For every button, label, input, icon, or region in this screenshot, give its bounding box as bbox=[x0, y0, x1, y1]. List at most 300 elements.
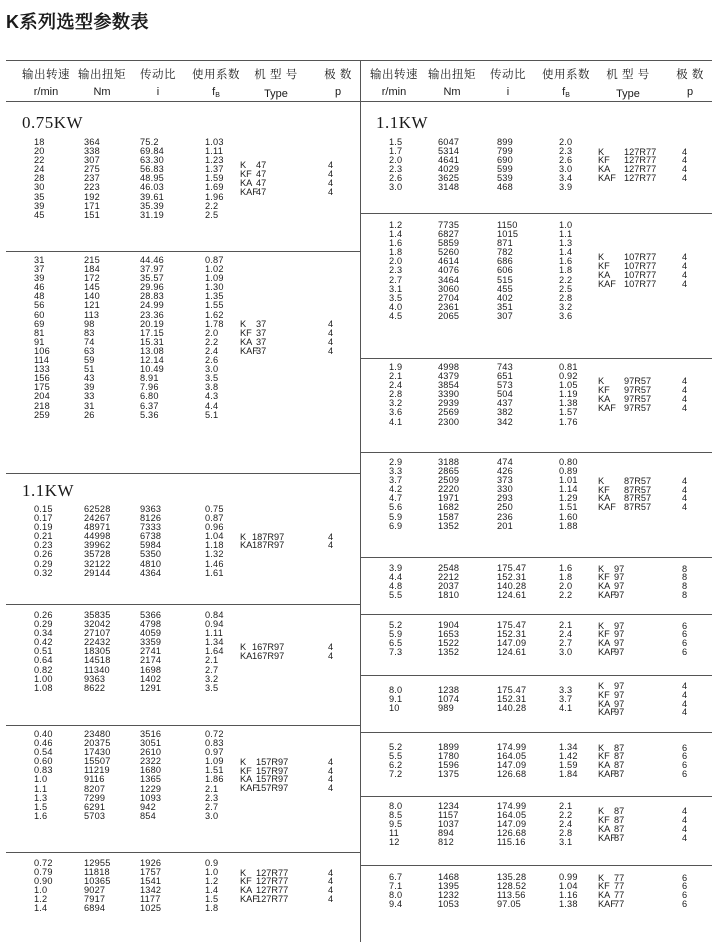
type-series: K bbox=[240, 319, 247, 330]
pole-count: 4 bbox=[682, 146, 688, 157]
table-cell: 2.3 bbox=[559, 146, 573, 157]
table-cell: 3.7 bbox=[559, 694, 573, 705]
pole-count: 4 bbox=[328, 319, 334, 330]
table-cell: 30 bbox=[34, 182, 45, 193]
pole-count: 4 bbox=[682, 832, 688, 843]
table-cell: 43 bbox=[84, 373, 95, 384]
table-cell: 174.99 bbox=[497, 742, 527, 752]
table-cell: 4.4 bbox=[205, 400, 219, 411]
table-cell: 1.19 bbox=[559, 389, 578, 400]
table-cell: 33 bbox=[84, 391, 95, 402]
type-series: K bbox=[240, 756, 247, 767]
table-top-border bbox=[6, 60, 712, 61]
table-cell: 1.7 bbox=[389, 146, 403, 157]
header-poles_sym: p bbox=[686, 86, 694, 98]
table-cell: 12955 bbox=[84, 858, 111, 868]
table-cell: 1.37 bbox=[205, 164, 224, 175]
table-cell: 573 bbox=[497, 380, 513, 391]
table-cell: 373 bbox=[497, 475, 513, 486]
table-cell: 151 bbox=[84, 209, 100, 220]
table-cell: 1.8 bbox=[559, 265, 573, 276]
header-factor_sym: fB bbox=[562, 86, 570, 99]
type-model: 127R77 bbox=[256, 867, 289, 878]
table-cell: 51 bbox=[84, 364, 95, 375]
table-cell: 1.00 bbox=[34, 673, 53, 684]
type-series: K bbox=[240, 642, 247, 653]
table-cell: 20375 bbox=[84, 738, 111, 749]
table-cell: 97.05 bbox=[497, 899, 521, 910]
table-cell: 307 bbox=[84, 155, 100, 166]
table-cell: 0.29 bbox=[34, 558, 53, 569]
type-series: KA bbox=[598, 823, 611, 834]
table-cell: 402 bbox=[497, 292, 513, 303]
table-cell: 28.83 bbox=[140, 291, 164, 302]
table-cell: 218 bbox=[34, 400, 50, 411]
table-cell: 1.2 bbox=[205, 876, 219, 887]
table-cell: 2.0 bbox=[205, 327, 219, 338]
table-cell: 0.87 bbox=[205, 255, 224, 265]
type-model: 87R57 bbox=[624, 475, 652, 486]
table-cell: 9363 bbox=[140, 504, 162, 514]
table-cell: 1.78 bbox=[205, 318, 224, 329]
table-cell: 6291 bbox=[84, 801, 106, 812]
type-model: 77 bbox=[614, 881, 625, 892]
pole-count: 6 bbox=[682, 629, 688, 640]
table-cell: 4076 bbox=[438, 265, 460, 276]
table-cell: 6827 bbox=[438, 229, 460, 240]
type-model: 77 bbox=[614, 890, 625, 901]
table-cell: 10.49 bbox=[140, 364, 164, 375]
pole-count: 4 bbox=[682, 823, 688, 834]
table-cell: 2.0 bbox=[559, 581, 573, 592]
table-cell: 39 bbox=[84, 382, 95, 393]
pole-count: 4 bbox=[328, 765, 334, 776]
table-cell: 854 bbox=[140, 810, 156, 821]
group-separator bbox=[6, 725, 360, 726]
group-separator bbox=[6, 473, 360, 474]
table-cell: 7333 bbox=[140, 522, 162, 533]
table-cell: 45 bbox=[34, 209, 45, 220]
pole-count: 4 bbox=[682, 806, 688, 817]
table-cell: 1.64 bbox=[205, 646, 224, 657]
table-cell: 942 bbox=[140, 801, 156, 812]
pole-count: 6 bbox=[682, 872, 688, 883]
table-cell: 782 bbox=[497, 247, 513, 258]
table-cell: 871 bbox=[497, 238, 513, 249]
table-cell: 2.1 bbox=[205, 783, 219, 794]
type-model: 157R97 bbox=[256, 765, 289, 776]
table-cell: 2.4 bbox=[389, 380, 403, 391]
table-cell: 3.1 bbox=[559, 837, 573, 848]
table-cell: 2037 bbox=[438, 581, 460, 592]
pole-count: 4 bbox=[682, 270, 688, 281]
table-cell: 539 bbox=[497, 173, 513, 184]
table-cell: 1.34 bbox=[205, 637, 224, 648]
table-cell: 4.3 bbox=[205, 391, 219, 402]
type-series: KA bbox=[598, 760, 611, 771]
table-cell: 6047 bbox=[438, 137, 460, 147]
table-cell: 1.09 bbox=[205, 273, 224, 284]
power-rating: 1.1KW bbox=[22, 481, 75, 500]
table-cell: 2939 bbox=[438, 398, 460, 409]
table-cell: 39.61 bbox=[140, 191, 164, 202]
type-series: KAF bbox=[598, 898, 616, 909]
table-cell: 31 bbox=[34, 255, 45, 265]
table-cell: 0.87 bbox=[205, 513, 224, 524]
type-series: KA bbox=[240, 774, 253, 785]
type-series: K bbox=[240, 531, 247, 542]
table-cell: 62528 bbox=[84, 504, 111, 514]
table-cell: 6.80 bbox=[140, 391, 159, 402]
table-cell: 29.96 bbox=[140, 282, 164, 293]
type-series: KAF bbox=[598, 832, 616, 843]
table-cell: 2.4 bbox=[559, 819, 573, 830]
table-cell: 1.88 bbox=[559, 520, 578, 531]
table-cell: 2300 bbox=[438, 416, 460, 427]
pole-count: 6 bbox=[682, 768, 688, 779]
pole-count: 4 bbox=[682, 484, 688, 495]
type-model: 87R57 bbox=[624, 493, 652, 504]
table-cell: 799 bbox=[497, 146, 513, 157]
type-series: KAF bbox=[240, 186, 258, 197]
header-speed_unit: r/min bbox=[381, 86, 407, 98]
table-cell: 3.1 bbox=[389, 283, 403, 294]
pole-count: 4 bbox=[682, 252, 688, 263]
table-cell: 0.51 bbox=[34, 646, 53, 657]
table-cell: 6.5 bbox=[389, 638, 403, 649]
table-cell: 2.0 bbox=[559, 137, 573, 147]
table-cell: 1.51 bbox=[205, 765, 224, 776]
table-cell: 1.5 bbox=[389, 137, 403, 147]
type-model: 127R77 bbox=[624, 146, 657, 157]
table-cell: 3.5 bbox=[205, 373, 219, 384]
table-cell: 26 bbox=[84, 409, 95, 420]
table-cell: 0.96 bbox=[205, 522, 224, 533]
type-model: 127R77 bbox=[624, 173, 657, 184]
table-cell: 5.5 bbox=[389, 590, 403, 601]
table-cell: 44.46 bbox=[140, 255, 164, 265]
table-cell: 156 bbox=[34, 373, 50, 384]
table-cell: 175.47 bbox=[497, 620, 527, 630]
table-cell: 175.47 bbox=[497, 563, 527, 573]
type-series: KA bbox=[598, 581, 611, 592]
table-cell: 5.9 bbox=[389, 511, 403, 522]
pole-count: 4 bbox=[682, 814, 688, 825]
table-cell: 124.61 bbox=[497, 647, 527, 658]
pole-count: 4 bbox=[328, 642, 334, 653]
table-cell: 4641 bbox=[438, 155, 460, 166]
type-model: 97 bbox=[614, 698, 625, 709]
table-cell: 0.29 bbox=[34, 619, 53, 630]
table-cell: 1093 bbox=[140, 792, 162, 803]
table-cell: 35.57 bbox=[140, 273, 164, 284]
table-cell: 2.1 bbox=[559, 620, 573, 630]
type-model: 97 bbox=[614, 620, 625, 631]
table-cell: 7299 bbox=[84, 792, 106, 803]
type-model: 37 bbox=[256, 345, 267, 356]
table-cell: 1.09 bbox=[205, 756, 224, 767]
table-cell: 2865 bbox=[438, 466, 460, 477]
type-series: KAF bbox=[598, 173, 616, 184]
table-cell: 1.03 bbox=[205, 137, 224, 147]
table-cell: 7.96 bbox=[140, 382, 159, 393]
table-cell: 3.6 bbox=[389, 407, 403, 418]
type-series: KAF bbox=[598, 589, 616, 600]
header-speed: 输出转速 bbox=[22, 69, 70, 81]
table-cell: 27107 bbox=[84, 628, 111, 639]
table-cell: 9363 bbox=[84, 673, 106, 684]
table-cell: 3.2 bbox=[559, 301, 573, 312]
table-cell: 121 bbox=[84, 300, 100, 311]
table-cell: 1.6 bbox=[34, 810, 48, 821]
table-cell: 1.8 bbox=[205, 903, 219, 914]
table-cell: 3.3 bbox=[389, 466, 403, 477]
table-cell: 28 bbox=[34, 173, 45, 184]
table-cell: 201 bbox=[497, 520, 513, 531]
table-cell: 3188 bbox=[438, 457, 460, 467]
pole-count: 4 bbox=[328, 328, 334, 339]
table-cell: 0.83 bbox=[34, 765, 53, 776]
pole-count: 4 bbox=[328, 540, 334, 551]
table-cell: 7.2 bbox=[389, 769, 403, 780]
table-cell: 0.90 bbox=[34, 876, 53, 887]
type-series: KF bbox=[598, 751, 610, 762]
table-cell: 2704 bbox=[438, 292, 460, 303]
table-cell: 3148 bbox=[438, 182, 460, 193]
table-cell: 3.0 bbox=[205, 364, 219, 375]
type-model: 107R77 bbox=[624, 278, 657, 289]
table-cell: 9.5 bbox=[389, 819, 403, 830]
table-cell: 31 bbox=[84, 400, 95, 411]
table-cell: 0.19 bbox=[34, 522, 53, 533]
table-cell: 6894 bbox=[84, 903, 106, 914]
header-speed: 输出转速 bbox=[370, 69, 418, 81]
table-cell: 20 bbox=[34, 146, 45, 157]
table-cell: 1.46 bbox=[205, 558, 224, 569]
table-cell: 1352 bbox=[438, 520, 460, 531]
table-cell: 2361 bbox=[438, 301, 460, 312]
type-model: 97 bbox=[614, 646, 625, 657]
table-cell: 17430 bbox=[84, 747, 111, 758]
table-cell: 0.15 bbox=[34, 504, 53, 514]
type-series: KA bbox=[598, 164, 611, 175]
table-cell: 140.28 bbox=[497, 703, 527, 714]
header-poles_sym: p bbox=[334, 86, 342, 98]
table-cell: 3.0 bbox=[389, 182, 403, 193]
type-model: 77 bbox=[614, 872, 625, 883]
pole-count: 4 bbox=[328, 160, 334, 171]
table-cell: 3.9 bbox=[389, 563, 403, 573]
type-model: 97R57 bbox=[624, 376, 652, 387]
header-poles: 极 数 bbox=[324, 69, 352, 81]
table-cell: 894 bbox=[438, 828, 454, 839]
type-series: KA bbox=[598, 698, 611, 709]
table-cell: 455 bbox=[497, 283, 513, 294]
table-cell: 1.0 bbox=[559, 220, 573, 230]
table-cell: 5.5 bbox=[389, 751, 403, 762]
pole-count: 4 bbox=[682, 155, 688, 166]
table-cell: 2.8 bbox=[559, 828, 573, 839]
table-cell: 4798 bbox=[140, 619, 162, 630]
group-separator bbox=[360, 796, 712, 797]
table-cell: 1.4 bbox=[559, 247, 573, 258]
table-cell: 1.8 bbox=[559, 572, 573, 583]
table-cell: 1.9 bbox=[389, 362, 403, 372]
table-cell: 1.01 bbox=[559, 475, 578, 486]
pole-count: 4 bbox=[328, 867, 334, 878]
table-cell: 2.2 bbox=[559, 810, 573, 821]
type-model: 97 bbox=[614, 707, 625, 718]
table-cell: 1232 bbox=[438, 890, 460, 901]
table-cell: 2569 bbox=[438, 407, 460, 418]
table-cell: 223 bbox=[84, 182, 100, 193]
table-cell: 2509 bbox=[438, 475, 460, 486]
table-cell: 1.42 bbox=[559, 751, 578, 762]
table-cell: 7.3 bbox=[389, 647, 403, 658]
table-cell: 1680 bbox=[140, 765, 162, 776]
table-cell: 5.6 bbox=[389, 502, 403, 513]
table-cell: 1522 bbox=[438, 638, 460, 649]
table-cell: 5859 bbox=[438, 238, 460, 249]
table-cell: 1365 bbox=[140, 774, 162, 785]
table-cell: 1.35 bbox=[205, 291, 224, 302]
type-series: KF bbox=[240, 169, 252, 180]
header-ratio: 传动比 bbox=[140, 69, 176, 81]
group-separator bbox=[6, 251, 360, 252]
table-cell: 35728 bbox=[84, 549, 111, 560]
pole-count: 8 bbox=[682, 563, 688, 574]
table-cell: 0.32 bbox=[34, 567, 53, 578]
table-cell: 1926 bbox=[140, 858, 162, 868]
table-cell: 18 bbox=[34, 137, 45, 147]
pole-count: 8 bbox=[682, 581, 688, 592]
group-separator bbox=[360, 557, 712, 558]
table-cell: 0.72 bbox=[34, 858, 53, 868]
table-cell: 468 bbox=[497, 182, 513, 193]
table-cell: 0.54 bbox=[34, 747, 53, 758]
type-series: K bbox=[240, 160, 247, 171]
table-cell: 1.30 bbox=[205, 282, 224, 293]
table-cell: 59 bbox=[84, 355, 95, 366]
type-model: 37 bbox=[256, 319, 267, 330]
table-cell: 1.04 bbox=[205, 531, 224, 542]
table-cell: 0.72 bbox=[205, 729, 224, 739]
table-cell: 1.14 bbox=[559, 484, 578, 495]
table-cell: 1.6 bbox=[389, 238, 403, 249]
table-cell: 382 bbox=[497, 407, 513, 418]
table-cell: 9027 bbox=[84, 885, 106, 896]
pole-count: 6 bbox=[682, 742, 688, 753]
table-cell: 0.82 bbox=[34, 664, 53, 675]
table-cell: 39962 bbox=[84, 540, 111, 551]
table-cell: 4.4 bbox=[389, 572, 403, 583]
type-series: KF bbox=[240, 328, 252, 339]
table-cell: 48971 bbox=[84, 522, 111, 533]
pole-count: 6 bbox=[682, 620, 688, 631]
pole-count: 4 bbox=[682, 689, 688, 700]
table-cell: 15507 bbox=[84, 756, 111, 767]
type-model: 97 bbox=[614, 629, 625, 640]
table-cell: 2.7 bbox=[205, 801, 219, 812]
table-cell: 114 bbox=[34, 355, 50, 366]
type-series: K bbox=[598, 475, 605, 486]
table-cell: 3.0 bbox=[559, 647, 573, 658]
table-cell: 237 bbox=[84, 173, 100, 184]
table-cell: 69 bbox=[34, 318, 45, 329]
type-series: K bbox=[598, 806, 605, 817]
table-cell: 1.6 bbox=[559, 256, 573, 267]
table-cell: 164.05 bbox=[497, 810, 527, 821]
table-cell: 3854 bbox=[438, 380, 460, 391]
table-cell: 1.8 bbox=[389, 247, 403, 258]
pole-count: 4 bbox=[328, 774, 334, 785]
table-cell: 2.0 bbox=[389, 155, 403, 166]
type-model: 87 bbox=[614, 832, 625, 843]
table-cell: 13.08 bbox=[140, 345, 164, 356]
table-cell: 5366 bbox=[140, 610, 162, 620]
table-cell: 259 bbox=[34, 409, 50, 420]
table-cell: 1.29 bbox=[559, 493, 578, 504]
table-cell: 20.19 bbox=[140, 318, 164, 329]
table-cell: 3051 bbox=[140, 738, 162, 749]
table-cell: 2174 bbox=[140, 655, 162, 666]
type-series: KF bbox=[598, 385, 610, 396]
table-cell: 0.60 bbox=[34, 756, 53, 767]
table-cell: 18305 bbox=[84, 646, 111, 657]
table-cell: 0.34 bbox=[34, 628, 53, 639]
type-series: KAF bbox=[598, 278, 616, 289]
table-cell: 1971 bbox=[438, 493, 460, 504]
table-cell: 48 bbox=[34, 291, 45, 302]
table-cell: 1904 bbox=[438, 620, 460, 630]
table-cell: 5.9 bbox=[389, 629, 403, 640]
table-cell: 1352 bbox=[438, 647, 460, 658]
type-model: 87R57 bbox=[624, 484, 652, 495]
table-cell: 140 bbox=[84, 291, 100, 302]
type-model: 37 bbox=[256, 336, 267, 347]
table-cell: 2.2 bbox=[205, 200, 219, 211]
type-model: 97R57 bbox=[624, 402, 652, 413]
table-cell: 115.16 bbox=[497, 837, 526, 848]
table-cell: 8126 bbox=[140, 513, 162, 524]
type-series: KA bbox=[598, 270, 611, 281]
table-cell: 46.03 bbox=[140, 182, 164, 193]
table-cell: 4029 bbox=[438, 164, 460, 175]
type-series: K bbox=[598, 252, 605, 263]
table-cell: 0.92 bbox=[559, 371, 578, 382]
table-cell: 275 bbox=[84, 164, 100, 175]
table-cell: 98 bbox=[84, 318, 95, 329]
type-series: K bbox=[598, 146, 605, 157]
table-cell: 5984 bbox=[140, 540, 162, 551]
type-model: 77 bbox=[614, 898, 625, 909]
table-cell: 6.9 bbox=[389, 520, 403, 531]
table-cell: 1.4 bbox=[205, 885, 219, 896]
table-cell: 504 bbox=[497, 389, 513, 400]
table-cell: 192 bbox=[84, 191, 100, 202]
table-cell: 8.91 bbox=[140, 373, 159, 384]
table-cell: 152.31 bbox=[497, 694, 527, 705]
table-cell: 37 bbox=[34, 264, 45, 275]
type-model: 157R97 bbox=[256, 774, 289, 785]
table-cell: 1780 bbox=[438, 751, 460, 762]
table-cell: 0.75 bbox=[205, 504, 224, 514]
table-cell: 1.76 bbox=[559, 416, 578, 427]
table-cell: 4614 bbox=[438, 256, 460, 267]
table-cell: 1596 bbox=[438, 760, 460, 771]
table-cell: 46 bbox=[34, 282, 45, 293]
table-cell: 8.0 bbox=[389, 685, 403, 695]
